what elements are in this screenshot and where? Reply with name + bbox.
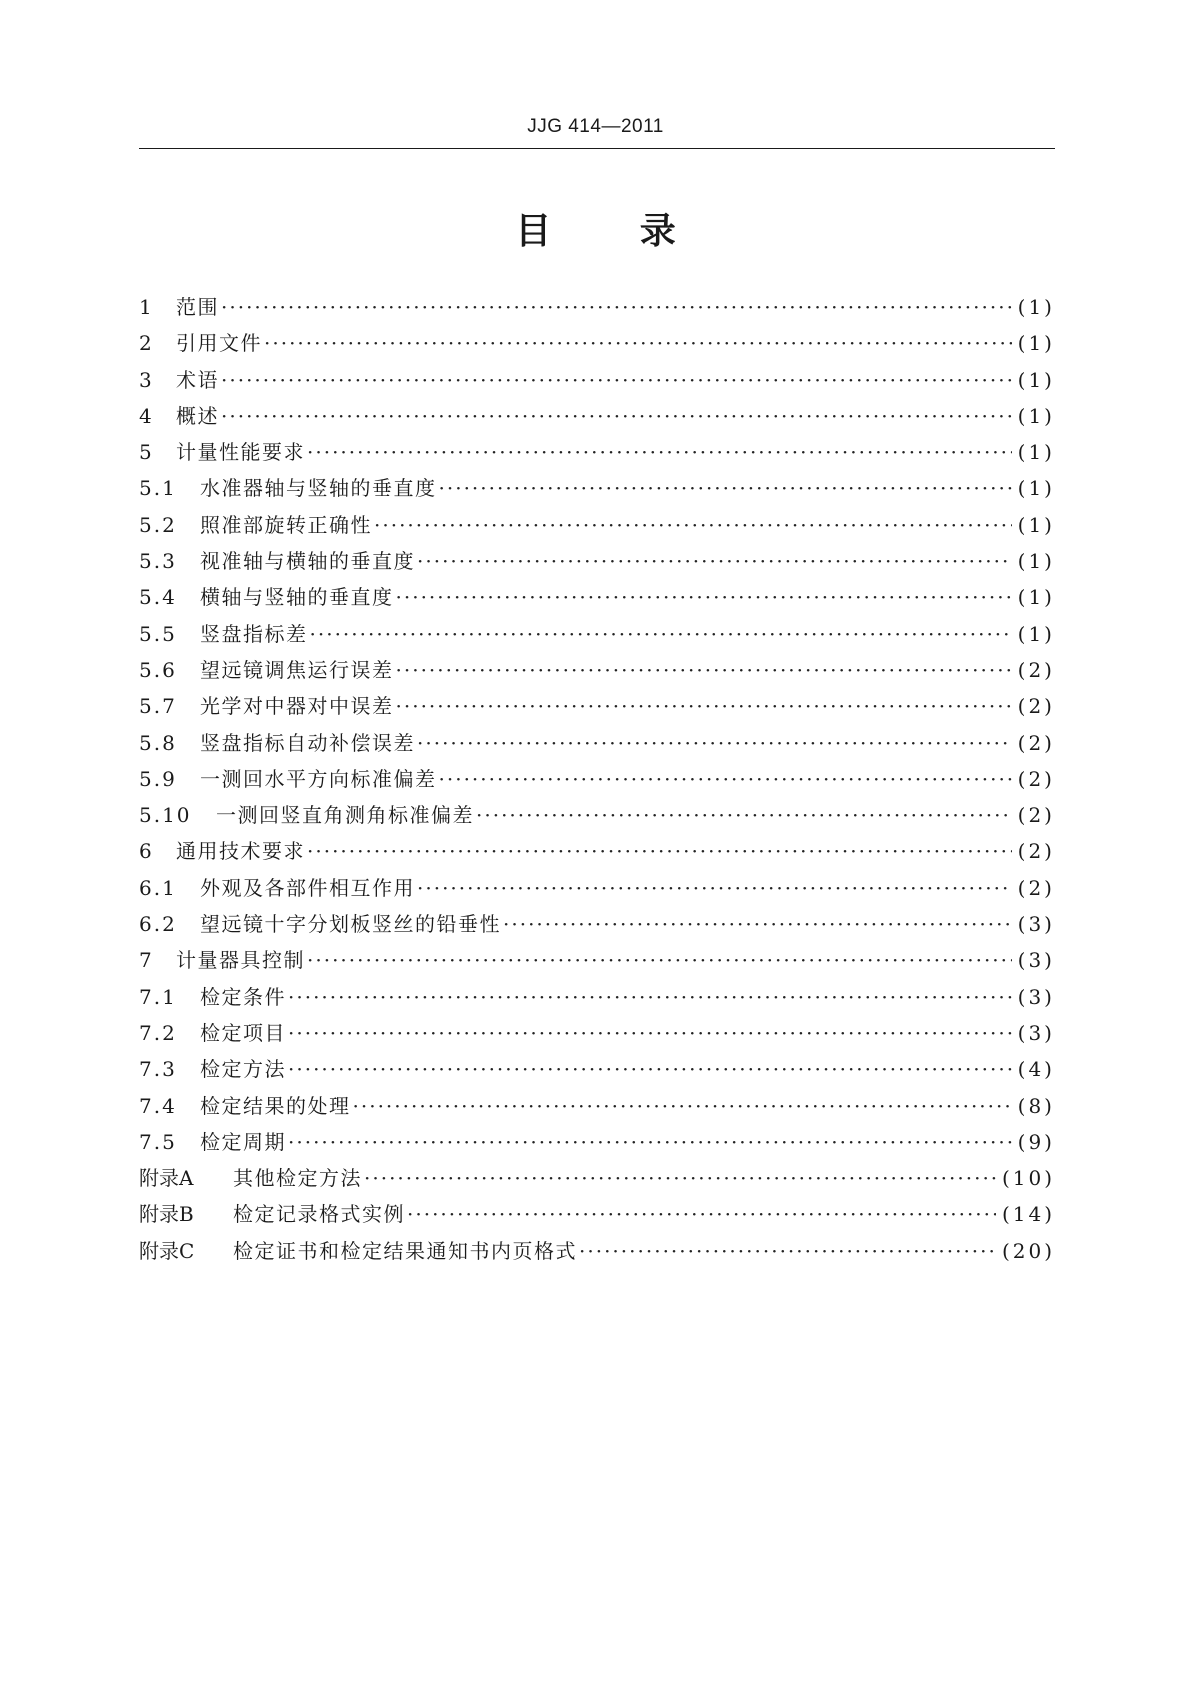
toc-leader-dots [288, 985, 1012, 1009]
toc-entry-number: 5.9 [139, 766, 177, 791]
toc-entry-number: 5.5 [139, 621, 177, 646]
toc-entry-number: 5.10 [139, 803, 192, 828]
toc-entry-page: (1) [1017, 549, 1055, 574]
toc-entry-page: (1) [1017, 512, 1055, 537]
toc-entry[interactable] [139, 364, 1055, 400]
toc-entry-title: 水准器轴与竖轴的垂直度 [200, 476, 437, 501]
toc-leader-dots [439, 767, 1012, 791]
toc-entry-number: 7.4 [139, 1093, 177, 1118]
toc-entry-page: (2) [1017, 839, 1055, 864]
toc-entry-title: 一测回水平方向标准偏差 [200, 766, 437, 791]
toc-leader-dots [221, 295, 1012, 319]
toc-entry-number: 5.2 [139, 512, 177, 537]
toc-entry-title: 检定条件 [200, 984, 286, 1009]
toc-entry-number: 1 [139, 295, 154, 319]
toc-leader-dots [221, 404, 1012, 428]
toc-entry-title: 检定周期 [200, 1129, 286, 1154]
toc-leader-dots [221, 368, 1012, 392]
toc-entry[interactable] [139, 436, 1055, 472]
toc-entry-page: (4) [1017, 1057, 1055, 1082]
toc-entry[interactable] [139, 981, 1055, 1017]
toc-entry[interactable] [139, 1198, 1055, 1234]
toc-entry-title: 竖盘指标自动补偿误差 [200, 730, 415, 755]
toc-entry-title: 光学对中器对中误差 [200, 694, 394, 719]
toc-entry-title: 横轴与竖轴的垂直度 [200, 585, 394, 610]
toc-entry-number: 5.7 [139, 694, 177, 719]
toc-leader-dots [288, 1021, 1012, 1045]
toc-leader-dots [396, 585, 1012, 609]
page-title: 目 录 [515, 211, 676, 252]
toc-entry[interactable] [139, 618, 1055, 654]
toc-entry[interactable] [139, 908, 1055, 944]
toc-entry-number: 6 [139, 839, 154, 864]
toc-entry[interactable] [139, 763, 1055, 799]
toc-leader-dots [288, 1130, 1012, 1154]
toc-entry-number: 5.4 [139, 585, 177, 610]
toc-entry-title: 一测回竖直角测角标准偏差 [216, 803, 474, 828]
toc-entry-number: 4 [139, 403, 154, 428]
toc-entry-page: (2) [1017, 657, 1055, 682]
toc-entry-title: 望远镜十字分划板竖丝的铅垂性 [200, 912, 501, 937]
running-header: JJG 414—2011 [527, 116, 664, 137]
toc-entry[interactable] [139, 872, 1055, 908]
toc-entry-title: 概述 [176, 403, 219, 428]
toc-entry[interactable] [139, 545, 1055, 581]
toc-leader-dots [407, 1202, 996, 1226]
toc-entry[interactable] [139, 581, 1055, 617]
toc-entry-page: (1) [1017, 440, 1055, 465]
toc-entry-number: 7 [139, 948, 154, 973]
toc-entry-title: 视准轴与横轴的垂直度 [200, 549, 415, 574]
toc-leader-dots [307, 948, 1012, 972]
toc-entry-page: (8) [1017, 1093, 1055, 1118]
toc-entry-page: (1) [1017, 331, 1055, 356]
toc-entry-page: (1) [1017, 295, 1055, 319]
toc-entry-number: 7.5 [139, 1129, 177, 1154]
toc-leader-dots [374, 513, 1012, 537]
toc-entry-title: 通用技术要求 [176, 839, 305, 864]
toc-entry[interactable] [139, 327, 1055, 363]
toc-entry-title: 竖盘指标差 [200, 621, 308, 646]
toc-entry-title: 术语 [176, 367, 219, 392]
toc-entry-number: 5 [139, 440, 154, 465]
toc-entry-title: 外观及各部件相互作用 [200, 875, 415, 900]
toc-entry-page: (10) [1001, 1166, 1055, 1191]
toc-entry-number: 6.2 [139, 912, 177, 937]
toc-entry-number: 7.3 [139, 1057, 177, 1082]
toc-leader-dots [288, 1057, 1012, 1081]
toc-entry[interactable] [139, 944, 1055, 980]
toc-leader-dots [503, 912, 1012, 936]
toc-entry-number: 6.1 [139, 875, 177, 900]
toc-entry-number: 7.2 [139, 1020, 177, 1045]
toc-entry-page: (1) [1017, 367, 1055, 392]
toc-entry-title: 引用文件 [176, 331, 262, 356]
toc-entry[interactable] [139, 654, 1055, 690]
toc-entry-page: (20) [1001, 1238, 1055, 1263]
toc-entry[interactable] [139, 1017, 1055, 1053]
toc-entry[interactable] [139, 400, 1055, 436]
toc-entry-number: 7.1 [139, 984, 177, 1009]
toc-entry-title: 检定证书和检定结果通知书内页格式 [233, 1238, 577, 1263]
toc-entry-title: 检定方法 [200, 1057, 286, 1082]
toc-leader-dots [417, 549, 1012, 573]
toc-entry-page: (2) [1017, 694, 1055, 719]
toc-entry-number: 3 [139, 367, 154, 392]
toc-entry-page: (3) [1017, 1020, 1055, 1045]
toc-entry-title: 范围 [176, 295, 219, 319]
toc-entry[interactable] [139, 690, 1055, 726]
toc-entry-page: (1) [1017, 403, 1055, 428]
toc-leader-dots [417, 876, 1012, 900]
toc-leader-dots [353, 1094, 1012, 1118]
toc-entry-title: 计量器具控制 [176, 948, 305, 973]
toc-entry-number: 5.8 [139, 730, 177, 755]
toc-entry[interactable] [139, 1053, 1055, 1089]
toc-entry-title: 计量性能要求 [176, 440, 305, 465]
toc-entry-number: 附录B [139, 1202, 194, 1227]
toc-leader-dots [307, 839, 1012, 863]
toc-entry[interactable] [139, 1162, 1055, 1198]
toc-entry-number: 5.6 [139, 657, 177, 682]
toc-entry-title: 望远镜调焦运行误差 [200, 657, 394, 682]
toc-leader-dots [264, 331, 1012, 355]
toc-entry-page: (2) [1017, 875, 1055, 900]
toc-entry-page: (3) [1017, 912, 1055, 937]
toc-entry-title: 照准部旋转正确性 [200, 512, 372, 537]
toc-entry-page: (3) [1017, 984, 1055, 1009]
toc-leader-dots [579, 1239, 996, 1263]
toc-entry[interactable] [139, 291, 1055, 327]
toc-entry-page: (2) [1017, 766, 1055, 791]
toc-entry-page: (2) [1017, 803, 1055, 828]
toc-entry-page: (9) [1017, 1129, 1055, 1154]
toc-leader-dots [396, 658, 1012, 682]
toc-entry-page: (1) [1017, 585, 1055, 610]
toc-entry-title: 检定项目 [200, 1020, 286, 1045]
toc-leader-dots [476, 803, 1012, 827]
toc-entry-page: (2) [1017, 730, 1055, 755]
toc-entry-page: (1) [1017, 621, 1055, 646]
toc-entry-number: 5.3 [139, 549, 177, 574]
toc-entry[interactable] [139, 835, 1055, 871]
toc-entry[interactable] [139, 727, 1055, 763]
header-rule [139, 148, 1055, 149]
toc-entry-number: 2 [139, 331, 154, 356]
table-of-contents [139, 291, 1055, 1271]
toc-entry-title: 检定结果的处理 [200, 1093, 351, 1118]
toc-entry[interactable] [139, 509, 1055, 545]
toc-entry-page: (3) [1017, 948, 1055, 973]
toc-leader-dots [396, 694, 1012, 718]
toc-entry-title: 其他检定方法 [233, 1166, 362, 1191]
toc-entry-page: (1) [1017, 476, 1055, 501]
toc-entry-number: 附录A [139, 1166, 194, 1191]
toc-entry-number: 附录C [139, 1238, 195, 1263]
toc-leader-dots [439, 476, 1012, 500]
toc-entry-number: 5.1 [139, 476, 177, 501]
toc-entry[interactable] [139, 472, 1055, 508]
toc-entry[interactable] [139, 1235, 1055, 1271]
toc-leader-dots [310, 622, 1012, 646]
toc-leader-dots [307, 440, 1012, 464]
toc-entry[interactable] [139, 799, 1055, 835]
toc-entry-page: (14) [1001, 1202, 1055, 1227]
toc-leader-dots [364, 1166, 996, 1190]
toc-entry-title: 检定记录格式实例 [233, 1202, 405, 1227]
toc-entry[interactable] [139, 1090, 1055, 1126]
toc-leader-dots [417, 731, 1012, 755]
toc-entry[interactable] [139, 1126, 1055, 1162]
